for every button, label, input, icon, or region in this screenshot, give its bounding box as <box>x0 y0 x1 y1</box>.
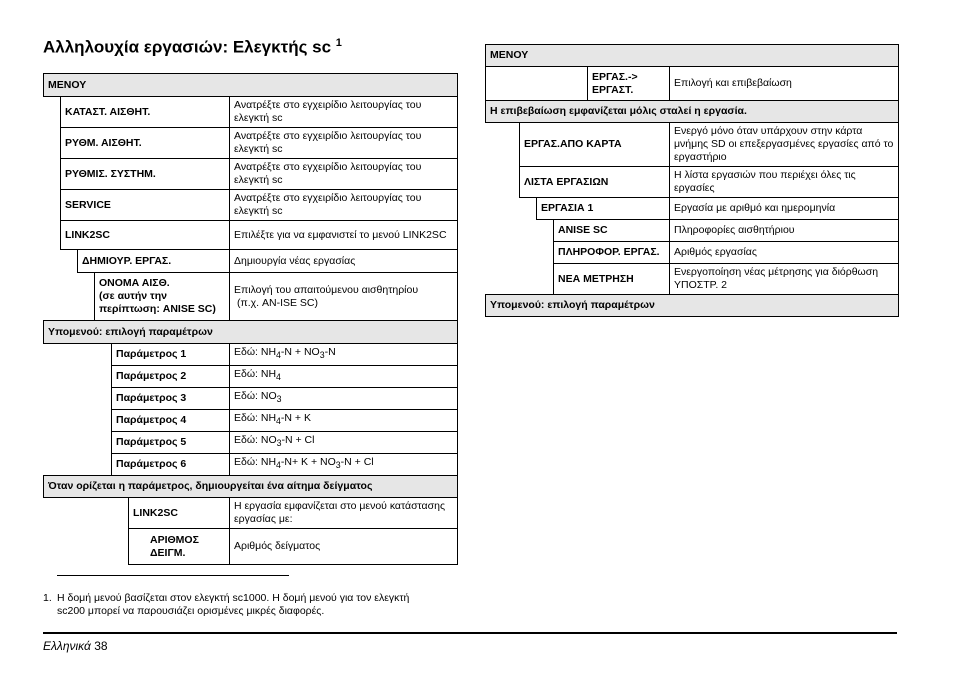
footnote-text: Η δομή μενού βασίζεται στον ελεγκτή sc1000. Η δομή μενού για τον ελεγκτή sc200 μπορεί να παρουσιάζει ορισμένες μικρές διαφορές. <box>57 592 410 617</box>
table-row <box>44 97 458 128</box>
menu-item-sensor-setup: ΡΥΘΜ. ΑΙΣΘΗΤ. <box>61 128 230 159</box>
param-desc: Εδώ: $NH_4-N + K$ <box>230 410 458 432</box>
param-1: Παράμετρος 1 <box>112 344 230 366</box>
key-line: ΟΝΟΜΑ ΑΙΣΘ. <box>99 277 170 289</box>
menu-item-desc: Η εργασία εμφανίζεται στο μενού κατάστασης εργασίας με: <box>230 498 458 529</box>
table-row <box>44 190 458 221</box>
table-row <box>44 250 458 273</box>
table-row <box>486 242 899 264</box>
submenu-header: Υπομενού: επιλογή παραμέτρων <box>486 295 899 317</box>
desc-line: (π.χ. AN-ISE SC) <box>237 296 319 309</box>
menu-item-desc: Αριθμός δείγματος <box>230 529 458 565</box>
table-row <box>44 273 458 321</box>
menu-item-sensor-status: ΚΑΤΑΣΤ. ΑΙΣΘΗΤ. <box>61 97 230 128</box>
key-line: ΕΡΓΑΣΤ. <box>592 83 634 96</box>
submenu-header: Υπομενού: επιλογή παραμέτρων <box>44 321 458 344</box>
menu-item-create-job: ΔΗΜΙΟΥΡ. ΕΡΓΑΣ. <box>78 250 230 273</box>
param-desc: Εδώ: $NH_4-N+ K + NO_3-N + Cl$ <box>230 454 458 476</box>
menu-item-job-info: ΠΛΗΡΟΦΟΡ. ΕΡΓΑΣ. <box>554 242 670 264</box>
table-row <box>44 529 458 565</box>
table-row <box>44 498 458 529</box>
table-row <box>44 159 458 190</box>
param-desc: Εδώ: $NO_3-N + Cl$ <box>230 432 458 454</box>
page-number: 38 <box>94 639 108 653</box>
menu-item-link2sc-status: LINK2SC <box>129 498 230 529</box>
desc-line: Επιλογή του απαιτούμενου αισθητηρίου <box>234 283 419 296</box>
param-3: Παράμετρος 3 <box>112 388 230 410</box>
menu-item-desc: Δημιουργία νέας εργασίας <box>230 250 458 273</box>
footer-language: Ελληνικά <box>43 639 91 653</box>
menu-item-desc: Πληροφορίες αισθητήριου <box>670 220 899 242</box>
param-6: Παράμετρος 6 <box>112 454 230 476</box>
menu-item-system-setup: ΡΥΘΜΙΣ. ΣΥΣΤΗΜ. <box>61 159 230 190</box>
footnote-marker: 1 <box>335 37 342 49</box>
menu-item-job-to-lab <box>588 67 670 101</box>
left-menu-table <box>43 73 458 565</box>
menu-item-desc: Επιλέξτε για να εμφανιστεί το μενού LINK2SC <box>230 221 458 250</box>
menu-item-desc: Ενεργοποίηση νέας μέτρησης για διόρθωση ΥΠΟΣΤΡ. 2 <box>670 264 899 295</box>
menu-header: ΜΕΝΟΥ <box>44 74 458 97</box>
menu-item-new-measurement: ΝΕΑ ΜΕΤΡΗΣΗ <box>554 264 670 295</box>
table-row <box>44 221 458 250</box>
table-row <box>486 67 899 101</box>
menu-item-desc: Ανατρέξτε στο εγχειρίδιο λειτουργίας του ελεγκτή sc <box>230 190 458 221</box>
key-line: περίπτωση: ANISE SC) <box>99 303 216 315</box>
param-5: Παράμετρος 5 <box>112 432 230 454</box>
menu-item-link2sc: LINK2SC <box>61 221 230 250</box>
menu-item-desc: Ανατρέξτε στο εγχειρίδιο λειτουργίας του ελεγκτή sc <box>230 159 458 190</box>
menu-item-job-from-card: ΕΡΓΑΣ.ΑΠΟ ΚΑΡΤΑ <box>520 123 670 167</box>
menu-item-desc: Αριθμός εργασίας <box>670 242 899 264</box>
confirmation-header: Η επιβεβαίωση εμφανίζεται μόλις σταλεί η εργασία. <box>486 101 899 123</box>
menu-item-desc: Ανατρέξτε στο εγχειρίδιο λειτουργίας του ελεγκτή sc <box>230 128 458 159</box>
key-line: ΕΡΓΑΣ.-> <box>592 70 638 83</box>
table-row <box>44 344 458 366</box>
table-row <box>44 432 458 454</box>
menu-item-desc: Η λίστα εργασιών που περιέχει όλες τις εργασίες <box>670 167 899 198</box>
key-line: ΑΡΙΘΜΟΣ <box>150 533 199 546</box>
table-row <box>44 128 458 159</box>
table-row <box>44 388 458 410</box>
key-line: (σε αυτήν την <box>99 290 167 302</box>
param-4: Παράμετρος 4 <box>112 410 230 432</box>
footer-divider <box>43 632 897 634</box>
page-title <box>43 37 342 58</box>
menu-item-service: SERVICE <box>61 190 230 221</box>
page-title-text: Αλληλουχία εργασιών: Ελεγκτής sc <box>43 37 332 57</box>
footnote-number: 1. <box>43 592 52 604</box>
menu-item-anise-sc: ANISE SC <box>554 220 670 242</box>
page-footer <box>43 639 108 653</box>
table-row <box>486 220 899 242</box>
menu-item-desc: Ενεργό μόνο όταν υπάρχουν στην κάρτα μνήμης SD οι επεξεργασμένες εργασίες από το εργαστήριο <box>670 123 899 167</box>
menu-item-sensor-name <box>95 273 230 321</box>
param-desc: Εδώ: $NO_3$ <box>230 388 458 410</box>
right-menu-table <box>485 44 899 317</box>
table-row <box>44 454 458 476</box>
menu-item-job-list: ΛΙΣΤΑ ΕΡΓΑΣΙΩΝ <box>520 167 670 198</box>
table-row <box>486 198 899 220</box>
table-row <box>44 366 458 388</box>
menu-item-job-1: ΕΡΓΑΣΙΑ 1 <box>537 198 670 220</box>
table-row <box>486 264 899 295</box>
menu-item-desc: Ανατρέξτε στο εγχειρίδιο λειτουργίας του ελεγκτή sc <box>230 97 458 128</box>
table-row <box>486 123 899 167</box>
footnote <box>43 592 443 618</box>
footnote-divider <box>57 575 289 576</box>
menu-item-desc: Εργασία με αριθμό και ημερομηνία <box>670 198 899 220</box>
menu-item-desc: Επιλογή και επιβεβαίωση <box>670 67 899 101</box>
sample-request-header: Όταν ορίζεται η παράμετρος, δημιουργείται ένα αίτημα δείγματος <box>44 476 458 498</box>
param-desc: Εδώ: $NH_4-N + NO_3-N$ <box>230 344 458 366</box>
table-row <box>44 410 458 432</box>
menu-item-desc <box>230 273 458 321</box>
menu-item-sample-number <box>129 529 230 565</box>
param-desc: Εδώ: $NH_4$ <box>230 366 458 388</box>
table-row <box>486 167 899 198</box>
menu-header: ΜΕΝΟΥ <box>486 45 899 67</box>
param-2: Παράμετρος 2 <box>112 366 230 388</box>
key-line: ΔΕΙΓΜ. <box>150 546 186 559</box>
